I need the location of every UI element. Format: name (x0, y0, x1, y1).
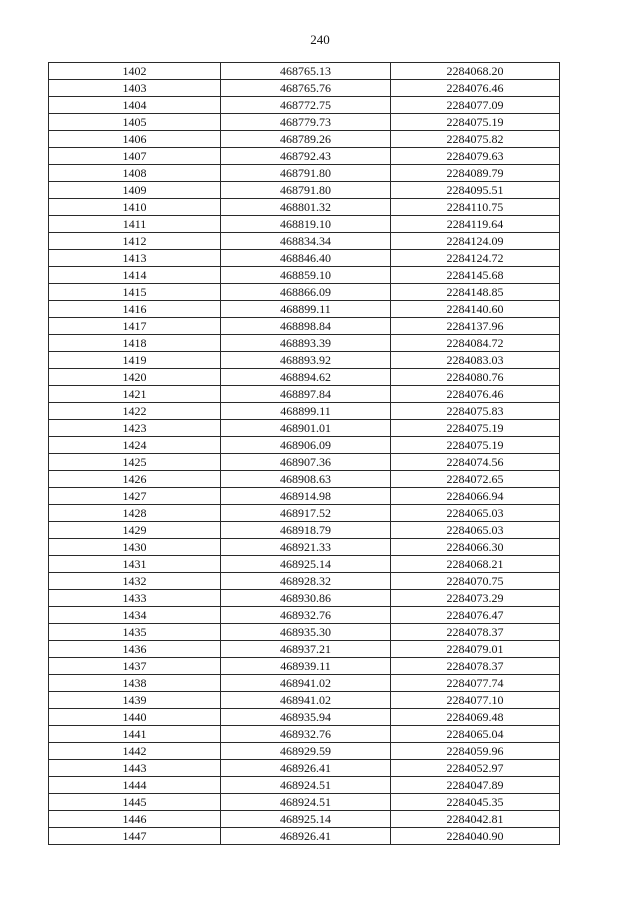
point-number-cell: 1441 (49, 726, 221, 743)
point-number-cell: 1436 (49, 641, 221, 658)
point-number-cell: 1437 (49, 658, 221, 675)
point-number-cell: 1411 (49, 216, 221, 233)
x-coordinate-cell: 468925.14 (221, 556, 391, 573)
x-coordinate-cell: 468898.84 (221, 318, 391, 335)
x-coordinate-cell: 468932.76 (221, 607, 391, 624)
table-row (49, 216, 560, 233)
point-number-cell: 1418 (49, 335, 221, 352)
y-coordinate-cell: 2284145.68 (391, 267, 560, 284)
coordinate-table-body (49, 63, 560, 845)
y-coordinate-cell: 2284068.20 (391, 63, 560, 80)
point-number-cell: 1412 (49, 233, 221, 250)
point-number-cell: 1447 (49, 828, 221, 845)
y-coordinate-cell: 2284083.03 (391, 352, 560, 369)
table-row (49, 811, 560, 828)
x-coordinate-cell: 468941.02 (221, 675, 391, 692)
x-coordinate-cell: 468941.02 (221, 692, 391, 709)
x-coordinate-cell: 468901.01 (221, 420, 391, 437)
x-coordinate-cell: 468926.41 (221, 828, 391, 845)
table-row (49, 777, 560, 794)
point-number-cell: 1403 (49, 80, 221, 97)
point-number-cell: 1402 (49, 63, 221, 80)
point-number-cell: 1407 (49, 148, 221, 165)
table-row (49, 726, 560, 743)
coordinate-table (48, 62, 560, 845)
point-number-cell: 1432 (49, 573, 221, 590)
point-number-cell: 1439 (49, 692, 221, 709)
point-number-cell: 1408 (49, 165, 221, 182)
y-coordinate-cell: 2284140.60 (391, 301, 560, 318)
x-coordinate-cell: 468765.76 (221, 80, 391, 97)
table-row (49, 454, 560, 471)
table-row (49, 233, 560, 250)
y-coordinate-cell: 2284059.96 (391, 743, 560, 760)
x-coordinate-cell: 468921.33 (221, 539, 391, 556)
y-coordinate-cell: 2284095.51 (391, 182, 560, 199)
table-row (49, 182, 560, 199)
y-coordinate-cell: 2284079.63 (391, 148, 560, 165)
y-coordinate-cell: 2284076.47 (391, 607, 560, 624)
y-coordinate-cell: 2284089.79 (391, 165, 560, 182)
point-number-cell: 1446 (49, 811, 221, 828)
y-coordinate-cell: 2284077.74 (391, 675, 560, 692)
x-coordinate-cell: 468792.43 (221, 148, 391, 165)
y-coordinate-cell: 2284148.85 (391, 284, 560, 301)
x-coordinate-cell: 468765.13 (221, 63, 391, 80)
table-row (49, 641, 560, 658)
x-coordinate-cell: 468917.52 (221, 505, 391, 522)
y-coordinate-cell: 2284045.35 (391, 794, 560, 811)
point-number-cell: 1417 (49, 318, 221, 335)
x-coordinate-cell: 468935.94 (221, 709, 391, 726)
x-coordinate-cell: 468899.11 (221, 403, 391, 420)
table-row (49, 590, 560, 607)
x-coordinate-cell: 468937.21 (221, 641, 391, 658)
point-number-cell: 1423 (49, 420, 221, 437)
x-coordinate-cell: 468907.36 (221, 454, 391, 471)
x-coordinate-cell: 468801.32 (221, 199, 391, 216)
table-row (49, 114, 560, 131)
table-row (49, 318, 560, 335)
x-coordinate-cell: 468930.86 (221, 590, 391, 607)
y-coordinate-cell: 2284047.89 (391, 777, 560, 794)
y-coordinate-cell: 2284080.76 (391, 369, 560, 386)
y-coordinate-cell: 2284110.75 (391, 199, 560, 216)
table-row (49, 675, 560, 692)
x-coordinate-cell: 468894.62 (221, 369, 391, 386)
point-number-cell: 1440 (49, 709, 221, 726)
page-number: 240 (310, 32, 330, 47)
y-coordinate-cell: 2284074.56 (391, 454, 560, 471)
table-row (49, 335, 560, 352)
point-number-cell: 1406 (49, 131, 221, 148)
y-coordinate-cell: 2284073.29 (391, 590, 560, 607)
y-coordinate-cell: 2284052.97 (391, 760, 560, 777)
x-coordinate-cell: 468791.80 (221, 182, 391, 199)
table-row (49, 148, 560, 165)
y-coordinate-cell: 2284078.37 (391, 624, 560, 641)
table-row (49, 828, 560, 845)
y-coordinate-cell: 2284077.10 (391, 692, 560, 709)
y-coordinate-cell: 2284042.81 (391, 811, 560, 828)
table-row (49, 403, 560, 420)
y-coordinate-cell: 2284068.21 (391, 556, 560, 573)
y-coordinate-cell: 2284066.30 (391, 539, 560, 556)
table-row (49, 760, 560, 777)
y-coordinate-cell: 2284078.37 (391, 658, 560, 675)
x-coordinate-cell: 468893.92 (221, 352, 391, 369)
point-number-cell: 1414 (49, 267, 221, 284)
y-coordinate-cell: 2284070.75 (391, 573, 560, 590)
x-coordinate-cell: 468789.26 (221, 131, 391, 148)
point-number-cell: 1409 (49, 182, 221, 199)
x-coordinate-cell: 468834.34 (221, 233, 391, 250)
table-row (49, 743, 560, 760)
point-number-cell: 1442 (49, 743, 221, 760)
x-coordinate-cell: 468779.73 (221, 114, 391, 131)
table-row (49, 63, 560, 80)
y-coordinate-cell: 2284075.19 (391, 437, 560, 454)
table-row (49, 471, 560, 488)
x-coordinate-cell: 468929.59 (221, 743, 391, 760)
x-coordinate-cell: 468908.63 (221, 471, 391, 488)
table-row (49, 199, 560, 216)
point-number-cell: 1433 (49, 590, 221, 607)
y-coordinate-cell: 2284124.09 (391, 233, 560, 250)
point-number-cell: 1431 (49, 556, 221, 573)
y-coordinate-cell: 2284065.03 (391, 522, 560, 539)
x-coordinate-cell: 468897.84 (221, 386, 391, 403)
y-coordinate-cell: 2284075.19 (391, 420, 560, 437)
x-coordinate-cell: 468914.98 (221, 488, 391, 505)
table-row (49, 522, 560, 539)
x-coordinate-cell: 468899.11 (221, 301, 391, 318)
table-row (49, 539, 560, 556)
point-number-cell: 1404 (49, 97, 221, 114)
y-coordinate-cell: 2284072.65 (391, 471, 560, 488)
point-number-cell: 1435 (49, 624, 221, 641)
table-row (49, 624, 560, 641)
y-coordinate-cell: 2284069.48 (391, 709, 560, 726)
y-coordinate-cell: 2284124.72 (391, 250, 560, 267)
point-number-cell: 1443 (49, 760, 221, 777)
point-number-cell: 1419 (49, 352, 221, 369)
point-number-cell: 1445 (49, 794, 221, 811)
table-row (49, 284, 560, 301)
x-coordinate-cell: 468928.32 (221, 573, 391, 590)
x-coordinate-cell: 468924.51 (221, 777, 391, 794)
x-coordinate-cell: 468918.79 (221, 522, 391, 539)
point-number-cell: 1430 (49, 539, 221, 556)
y-coordinate-cell: 2284066.94 (391, 488, 560, 505)
y-coordinate-cell: 2284065.04 (391, 726, 560, 743)
point-number-cell: 1421 (49, 386, 221, 403)
x-coordinate-cell: 468866.09 (221, 284, 391, 301)
table-row (49, 420, 560, 437)
table-row (49, 131, 560, 148)
point-number-cell: 1434 (49, 607, 221, 624)
y-coordinate-cell: 2284076.46 (391, 80, 560, 97)
y-coordinate-cell: 2284075.19 (391, 114, 560, 131)
point-number-cell: 1415 (49, 284, 221, 301)
table-row (49, 352, 560, 369)
table-row (49, 250, 560, 267)
x-coordinate-cell: 468819.10 (221, 216, 391, 233)
table-row (49, 794, 560, 811)
table-row (49, 607, 560, 624)
y-coordinate-cell: 2284076.46 (391, 386, 560, 403)
y-coordinate-cell: 2284084.72 (391, 335, 560, 352)
y-coordinate-cell: 2284075.83 (391, 403, 560, 420)
table-row (49, 165, 560, 182)
x-coordinate-cell: 468846.40 (221, 250, 391, 267)
table-row (49, 556, 560, 573)
table-row (49, 267, 560, 284)
table-row (49, 488, 560, 505)
table-row (49, 80, 560, 97)
x-coordinate-cell: 468926.41 (221, 760, 391, 777)
point-number-cell: 1438 (49, 675, 221, 692)
x-coordinate-cell: 468935.30 (221, 624, 391, 641)
point-number-cell: 1429 (49, 522, 221, 539)
x-coordinate-cell: 468925.14 (221, 811, 391, 828)
point-number-cell: 1444 (49, 777, 221, 794)
x-coordinate-cell: 468932.76 (221, 726, 391, 743)
x-coordinate-cell: 468939.11 (221, 658, 391, 675)
y-coordinate-cell: 2284079.01 (391, 641, 560, 658)
point-number-cell: 1428 (49, 505, 221, 522)
table-row (49, 301, 560, 318)
point-number-cell: 1410 (49, 199, 221, 216)
point-number-cell: 1416 (49, 301, 221, 318)
point-number-cell: 1405 (49, 114, 221, 131)
point-number-cell: 1422 (49, 403, 221, 420)
y-coordinate-cell: 2284137.96 (391, 318, 560, 335)
point-number-cell: 1425 (49, 454, 221, 471)
point-number-cell: 1420 (49, 369, 221, 386)
table-row (49, 369, 560, 386)
table-row (49, 658, 560, 675)
table-row (49, 709, 560, 726)
x-coordinate-cell: 468893.39 (221, 335, 391, 352)
y-coordinate-cell: 2284065.03 (391, 505, 560, 522)
table-row (49, 97, 560, 114)
table-row (49, 573, 560, 590)
x-coordinate-cell: 468791.80 (221, 165, 391, 182)
table-row (49, 437, 560, 454)
table-row (49, 505, 560, 522)
x-coordinate-cell: 468924.51 (221, 794, 391, 811)
y-coordinate-cell: 2284119.64 (391, 216, 560, 233)
point-number-cell: 1426 (49, 471, 221, 488)
x-coordinate-cell: 468859.10 (221, 267, 391, 284)
table-row (49, 386, 560, 403)
point-number-cell: 1424 (49, 437, 221, 454)
point-number-cell: 1413 (49, 250, 221, 267)
y-coordinate-cell: 2284075.82 (391, 131, 560, 148)
point-number-cell: 1427 (49, 488, 221, 505)
x-coordinate-cell: 468772.75 (221, 97, 391, 114)
table-row (49, 692, 560, 709)
y-coordinate-cell: 2284077.09 (391, 97, 560, 114)
x-coordinate-cell: 468906.09 (221, 437, 391, 454)
y-coordinate-cell: 2284040.90 (391, 828, 560, 845)
